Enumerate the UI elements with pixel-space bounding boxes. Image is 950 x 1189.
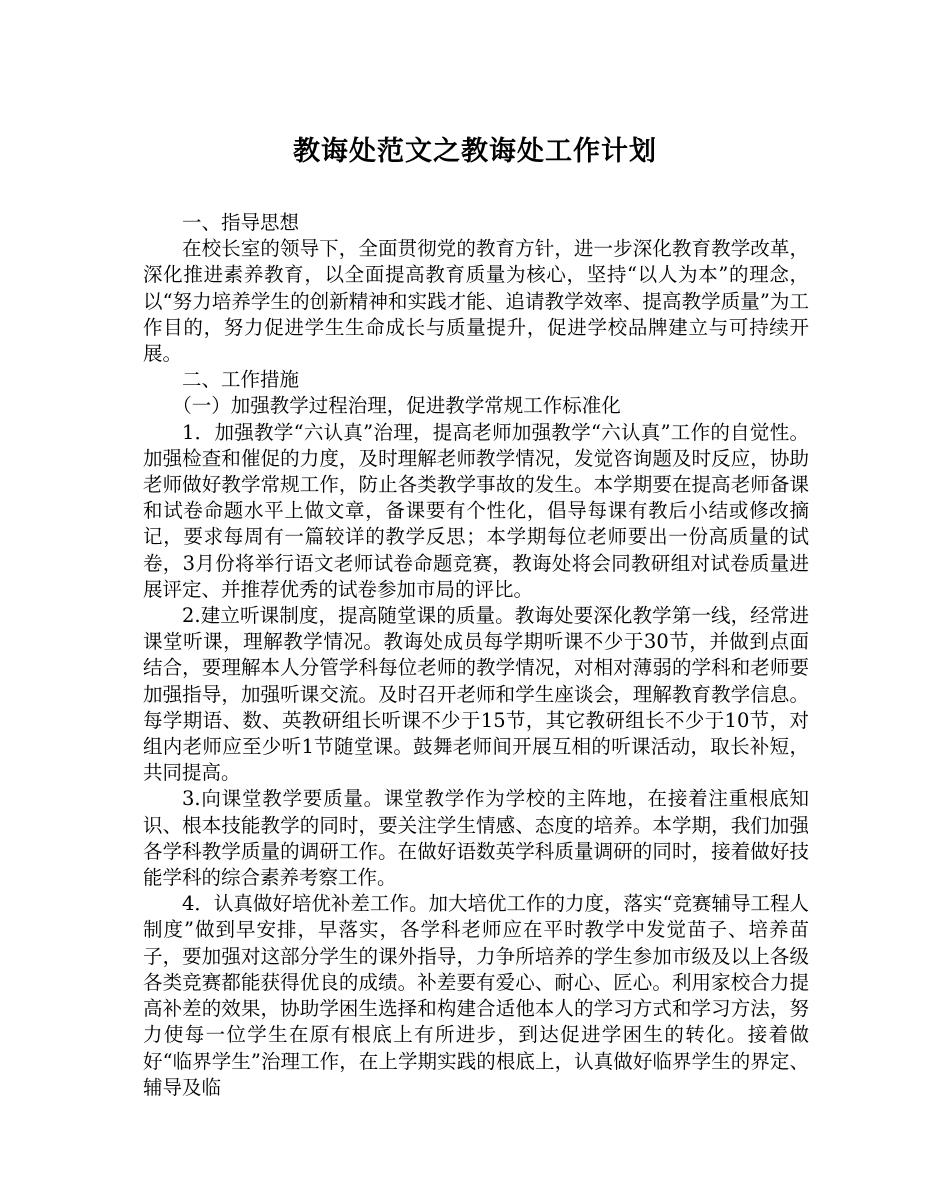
section-heading-work-measures: 二、工作措施 [182,368,300,392]
paragraph-item-3: 3.向课堂教学要质量。课堂教学作为学校的主阵地，在接着注重根底知识、根本技能教学的同时，要关注学生情感、态度的培养。本学期，我们加强各学科教学质量的调研工作。在做好语数英学科质量调研的同时，接着做好技能学科的综合素养考察工作。 [143,787,809,890]
paragraph-item-2: 2.建立听课制度，提高随堂课的质量。教诲处要深化教学第一线，经常进课堂听课，理解教学情况。教诲处成员每学期听课不少于30节，并做到点面结合，要理解本人分管学科每位老师的教学情况，对相对薄弱的学科和老师要加强指导，加强听课交流。及时召开老师和学生座谈会，理解教育教学信息。每学期语、数、英教研组长听课不少于15节，其它教研组长不少于10节，对组内老师应至少听1节随堂课。鼓舞老师间开展互相的听课活动，取长补短，共同提高。 [143,604,809,785]
document-title: 教诲处范文之教诲处工作计划 [293,136,657,167]
paragraph-item-4: 4．认真做好培优补差工作。加大培优工作的力度，落实“竞赛辅导工程人制度”做到早安排，早落实，各学科老师应在平时教学中发觉苗子、培养苗子，要加强对这部分学生的课外指导，力争所培养的学生参加市级及以上各级各类竞赛都能获得优良的成绩。补差要有爱心、耐心、匠心。利用家校合力提高补差的效果，协助学困生选择和构建合适他本人的学习方式和学习方法，努力使每一位学生在原有根底上有所进步，到达促进学困生的转化。接着做好“临界学生”治理工作，在上学期实践的根底上，认真做好临界学生的界定、辅导及临 [143,892,809,1099]
section-heading-guiding-thought: 一、指导思想 [182,211,300,234]
document-body [143,210,809,1101]
paragraph-item-1: 1．加强教学“六认真”治理，提高老师加强教学“六认真”工作的自觉性。加强检查和催促的力度，及时理解老师教学情况，发觉咨询题及时反应，协助老师做好教学常规工作，防止各类教学事故的发生。本学期要在提高老师备课和试卷命题水平上做文章，备课要有个性化，倡导每课有教后小结或修改摘记，要求每周有一篇较详的教学反思；本学期每位老师要出一份高质量的试卷，3月份将举行语文老师试卷命题竞赛，教诲处将会同教研组对试卷质量进展评定、并推荐优秀的试卷参加市局的评比。 [143,420,809,601]
paragraph-guiding-thought: 在校长室的领导下，全面贯彻党的教育方针，进一步深化教育教学改革，深化推进素养教育，以全面提高教育质量为核心，坚持“以人为本”的理念，以“努力培养学生的创新精神和实践才能、追请教学效率、提高教学质量”为工作目的，努力促进学生生命成长与质量提升，促进学校品牌建立与可持续开展。 [143,237,809,366]
subsection-heading-teaching-process: （一）加强教学过程治理，促进教学常规工作标准化 [172,394,621,418]
